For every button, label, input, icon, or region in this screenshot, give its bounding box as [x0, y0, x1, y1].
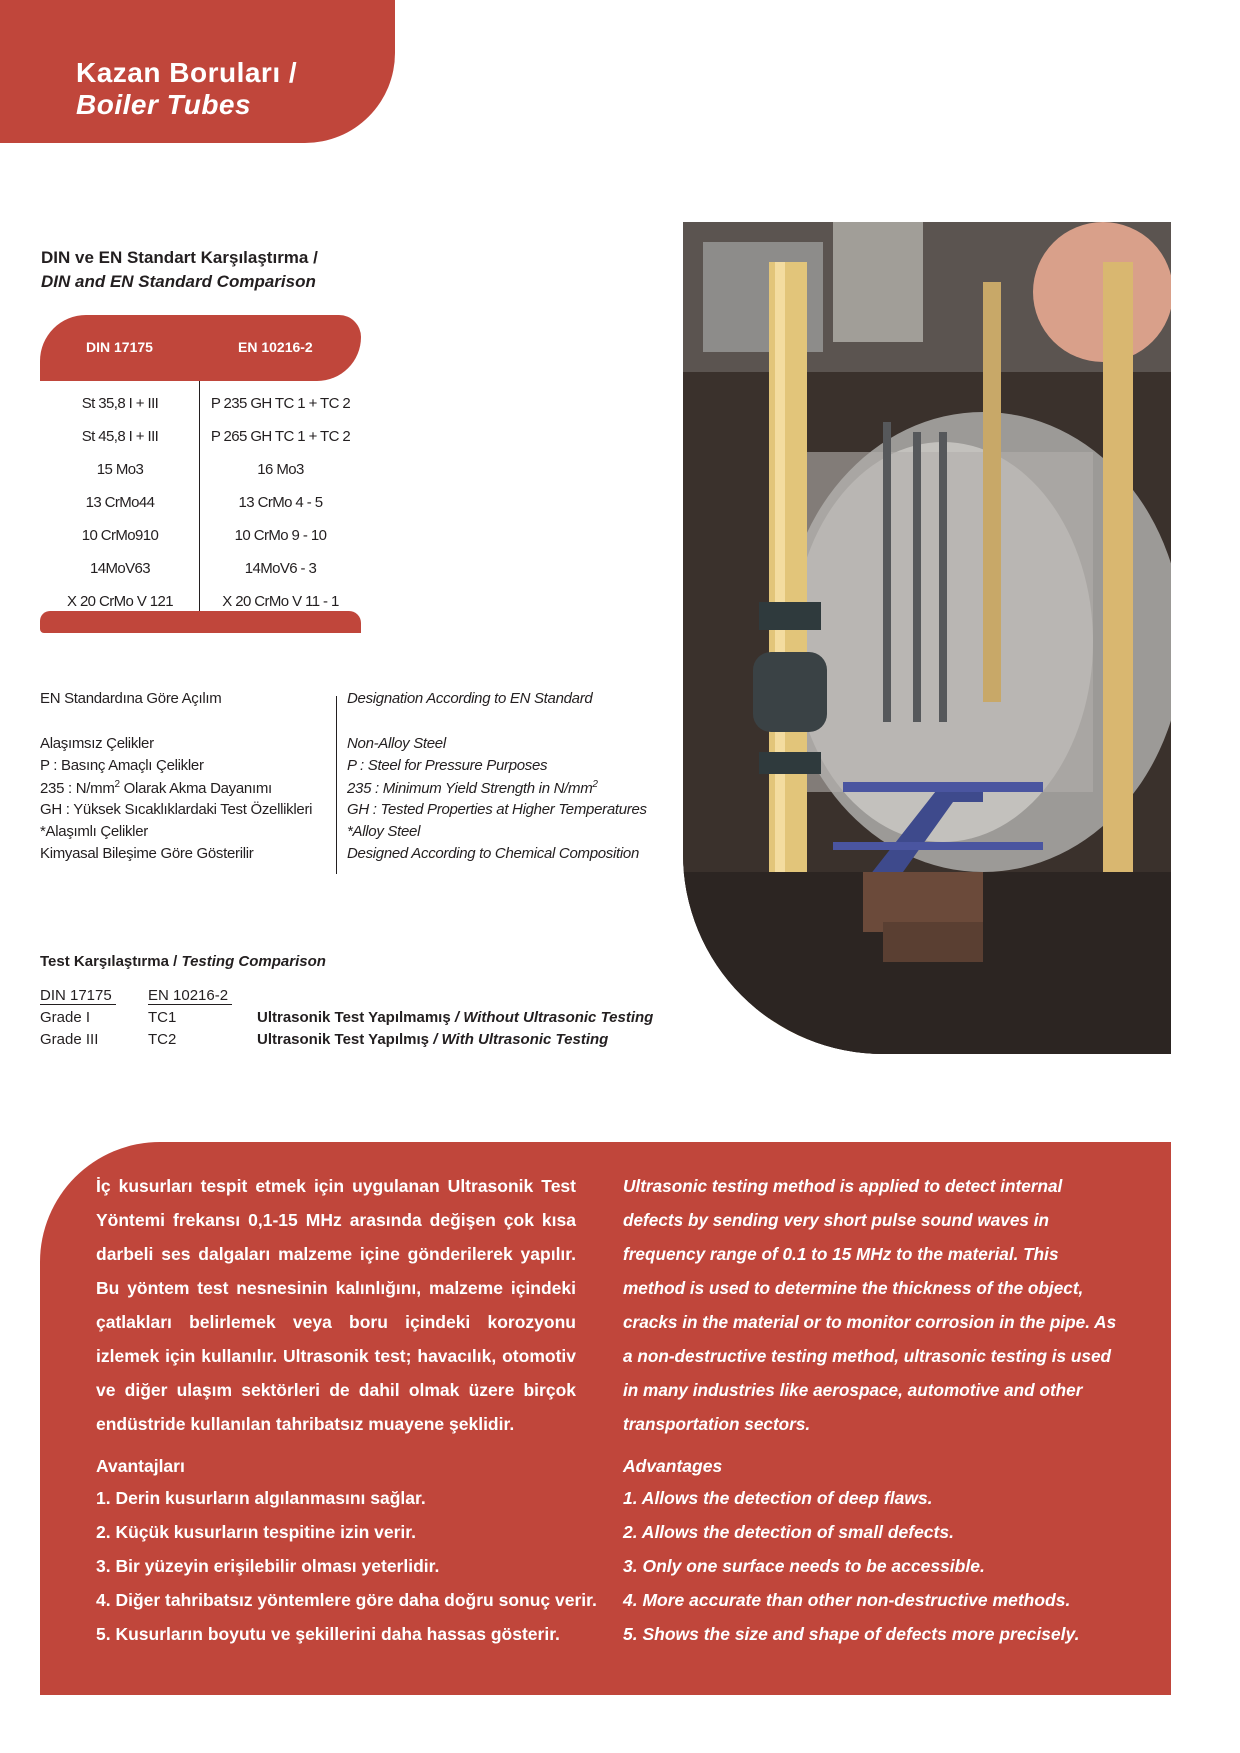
- column-header-en: EN 10216-2: [238, 339, 313, 355]
- cell-en: P 235 GH TC 1 + TC 2: [210, 395, 351, 412]
- designation-heading-tr: EN Standardına Göre Açılım: [40, 690, 222, 707]
- table-row: [40, 395, 361, 428]
- boiler-illustration: [683, 222, 1171, 1054]
- info-text-en: Ultrasonic testing method is applied to detect internal defects by sending very short pulse sound waves in frequency range of 0.1 to 15 MHz to the material. This method is used to determine the thickness of the object, cracks in the material or to monitor corrosion in the pipe. As a non-destructive testing method, ultrasonic testing is used in many industries like aerospace, automotive and other transportation sectors.: [623, 1176, 1117, 1434]
- page-title: Kazan Boruları /: [76, 57, 298, 88]
- designation-line: [40, 779, 272, 797]
- cell-din: St 35,8 I + III: [81, 395, 159, 412]
- table-row: [40, 494, 361, 527]
- list-item: 5. Kusurların boyutu ve şekillerini daha hassas gösterir.: [96, 1624, 560, 1644]
- designation-divider: [336, 696, 337, 874]
- ultrasonic-info-box: [40, 1142, 1171, 1695]
- comparison-title-tr: DIN ve EN Standart Karşılaştırma /: [41, 248, 318, 267]
- advantages-title-tr: Avantajları: [96, 1456, 185, 1476]
- designation-line: P : Basınç Amaçlı Çelikler: [40, 757, 204, 774]
- advantages-list-tr: [96, 1481, 597, 1651]
- desc-en: / Without Ultrasonic Testing: [454, 1009, 654, 1026]
- designation-line: Non-Alloy Steel: [347, 735, 446, 752]
- designation-line: *Alaşımlı Çelikler: [40, 823, 148, 840]
- superscript: 2: [592, 779, 598, 790]
- cell-en: P 265 GH TC 1 + TC 2: [210, 428, 351, 445]
- info-text-tr: İç kusurları tespit etmek için uygulanan Ultrasonik Test Yöntemi frekansı 0,1-15 MHz arasında değişen çok kısa darbeli ses dalgaları malzeme içine gönderilerek yapılır. Bu yöntem test nesnesinin kalınlığını, malzeme içindeki çatlakları belirlemek veya boru içindeki korozyonu izlemek için kullanılır. Ultrasonik test; havacılık, otomotiv ve diğer ulaşım sektörleri de dahil olmak üzere birçok endüstride kullanılan tahribatsız muayene şeklidir.: [96, 1176, 576, 1434]
- cell-en: TC1: [148, 1009, 177, 1026]
- list-item: 2. Allows the detection of small defects.: [623, 1522, 954, 1542]
- designation-line: *Alloy Steel: [347, 823, 421, 840]
- desc-en: / With Ultrasonic Testing: [433, 1031, 609, 1048]
- table-body: [40, 381, 361, 626]
- superscript: 2: [114, 779, 120, 790]
- designation-text: 235 : Minimum Yield Strength in N/mm: [347, 780, 593, 797]
- table-row: [40, 560, 361, 593]
- list-item: 3. Bir yüzeyin erişilebilir olması yeterlidir.: [96, 1556, 440, 1576]
- list-item: 1. Derin kusurların algılanmasını sağlar.: [96, 1488, 426, 1508]
- column-header-din: DIN 17175: [86, 339, 153, 355]
- boiler-photo: [683, 222, 1171, 1054]
- table-row: [40, 428, 361, 461]
- table-row: [40, 527, 361, 560]
- desc-tr: Ultrasonik Test Yapılmamış: [257, 1009, 451, 1026]
- cell-din: 10 CrMo910: [81, 527, 159, 544]
- comparison-title-en: DIN and EN Standard Comparison: [41, 272, 316, 291]
- list-item: 4. Diğer tahribatsız yöntemlere göre daha doğru sonuç verir.: [96, 1590, 597, 1610]
- cell-en: TC2: [148, 1031, 177, 1048]
- cell-desc: [257, 1009, 653, 1026]
- cell-din: 14MoV63: [89, 560, 150, 577]
- list-item: 4. More accurate than other non-destructive methods.: [623, 1590, 1071, 1610]
- cell-en: 14MoV6 - 3: [244, 560, 317, 577]
- designation-line: GH : Tested Properties at Higher Temperatures: [347, 801, 647, 818]
- designation-line: Designed According to Chemical Composition: [347, 845, 639, 862]
- designation-text: Olarak Akma Dayanımı: [119, 780, 272, 797]
- designation-line: GH : Yüksek Sıcaklıklardaki Test Özellikleri: [40, 801, 313, 818]
- table-header: [40, 315, 361, 381]
- cell-en: 16 Mo3: [257, 461, 304, 478]
- desc-tr: Ultrasonik Test Yapılmış: [257, 1031, 430, 1048]
- list-item: 1. Allows the detection of deep flaws.: [623, 1488, 933, 1508]
- table-row: [40, 461, 361, 494]
- designation-heading-en: Designation According to EN Standard: [347, 690, 593, 707]
- cell-en: X 20 CrMo V 11 - 1: [222, 593, 339, 610]
- list-item: 5. Shows the size and shape of defects more precisely.: [623, 1624, 1080, 1644]
- testing-title: [40, 953, 326, 970]
- comparison-title: [41, 246, 318, 294]
- designation-line: Kimyasal Bileşime Göre Gösterilir: [40, 845, 254, 862]
- header-tab: [0, 0, 395, 143]
- column-header-en: EN 10216-2: [148, 987, 232, 1005]
- cell-en: 13 CrMo 4 - 5: [238, 494, 323, 511]
- page-title-en: Boiler Tubes: [76, 89, 252, 120]
- cell-desc: [257, 1031, 608, 1048]
- designation-text: 235 : N/mm: [40, 780, 115, 797]
- cell-en: 10 CrMo 9 - 10: [234, 527, 327, 544]
- designation-line: [347, 779, 598, 797]
- cell-din: Grade I: [40, 1009, 91, 1026]
- cell-din: 13 CrMo44: [85, 494, 155, 511]
- advantages-list-en: [623, 1481, 1079, 1651]
- cell-din: X 20 CrMo V 121: [66, 593, 174, 610]
- list-item: 2. Küçük kusurların tespitine izin verir.: [96, 1522, 416, 1542]
- advantages-title-en: Advantages: [623, 1456, 723, 1476]
- designation-line: Alaşımsız Çelikler: [40, 735, 154, 752]
- designation-line: P : Steel for Pressure Purposes: [347, 757, 548, 774]
- cell-din: St 45,8 I + III: [81, 428, 159, 445]
- column-header-din: DIN 17175: [40, 987, 116, 1005]
- testing-title-tr: Test Karşılaştırma /: [40, 953, 178, 970]
- list-item: 3. Only one surface needs to be accessible.: [623, 1556, 985, 1576]
- standard-comparison-table: [40, 315, 361, 626]
- cell-din: 15 Mo3: [96, 461, 144, 478]
- table-footer-bar: [40, 611, 361, 633]
- cell-din: Grade III: [40, 1031, 99, 1048]
- testing-title-en: Testing Comparison: [181, 953, 326, 970]
